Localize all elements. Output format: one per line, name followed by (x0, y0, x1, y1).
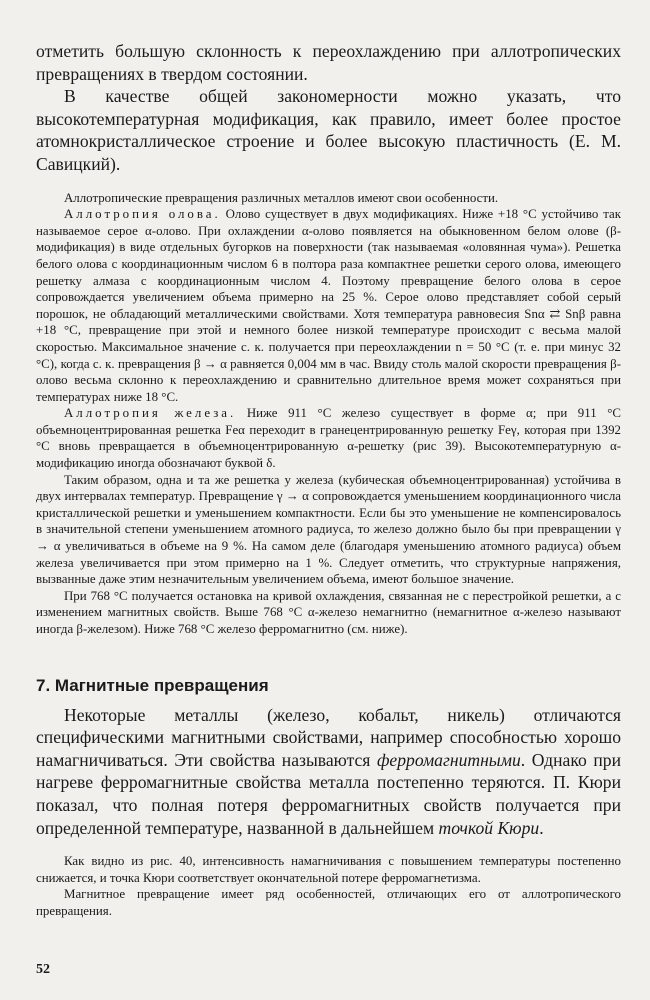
paragraph-iron-2: Таким образом, одна и та же решетка у железа (кубическая объемноцентрированная) устойчива в двух интервалах температур. Превращение γ → α сопровождается уменьшением координационного числа кристаллической решетки и уменьшением компактности. Если бы это уменьшение не компенсировалось в значительной степени уменьшением атомного радиуса, то железо должно было бы при превращении γ → α увеличиваться в объеме на 9 %. На самом деле (благодаря уменьшению атомного радиуса) объем железа увеличивается при этом примерно на 1 %. Следует отметить, что структурные напряжения, вызванные даже этим незначительным увеличением объема, имеют большое значение. (36, 472, 621, 587)
term-ferromagnetic: ферромагнитными (376, 749, 521, 770)
paragraph-iron (36, 405, 621, 471)
paragraph-top-1: отметить большую склонность к переохлаждению при аллотропических превращениях в твердом состоянии. (36, 41, 621, 84)
page-content (36, 40, 621, 920)
paragraph-tin (36, 206, 621, 405)
paragraph-allotropy-intro: Аллотропические превращения различных металлов имеют свои особенности. (64, 190, 499, 205)
iron-text: Ниже 911 °С железо существует в форме α; при 911 °С объемноцентрированная решетка Feα переходит в гранецентрированную решетку Feγ, которая при 1392 °С вновь превращается в объемноцентрированную α-решетку (рис 39). Высокотемпературную α-модификацию иногда обозначают буквой δ. (36, 406, 621, 471)
page-number: 52 (36, 962, 50, 977)
paragraph-iron-3: При 768 °С получается остановка на кривой охлаждения, связанная не с перестройкой решетки, а с изменением магнитных свойств. Выше 768 °С α-железо немагнитно (немагнитное α-железо называют иногда β-железом). Ниже 768 °С железо ферромагнитно (см. ниже). (36, 588, 621, 636)
tin-heading: Аллотропия олова. (64, 207, 221, 222)
term-curie-point: точкой Кюри (438, 817, 540, 838)
section-title: 7. Магнитные превращения (36, 675, 269, 695)
paragraph-top-2: В качестве общей закономерности можно указать, что высокотемпературная модификация, как правило, имеет более простое атомнокристаллическое строение и более высокую пластичность (Е. М. Савицкий). (36, 86, 621, 174)
paragraph-magnetic-2: Как видно из рис. 40, интенсивность намагничивания с повышением температуры постепенно снижается, и точка Кюри соответствует окончательной потере ферромагнетизма. (36, 854, 621, 885)
paragraph-magnetic: Некоторые металлы (железо, кобальт, никель) отличаются специфическими магнитными свойствами, например способностью хорошо намагничиваться. Эти свойства называются ферромагнитными. Однако при нагреве ферромагнитные свойства металла постепенно теряются. П. Кюри показал, что полная потеря ферромагнитных свойств получается при определенной температуре, названной в дальнейшем точкой Кюри. (36, 704, 621, 838)
paragraph-magnetic-3: Магнитное превращение имеет ряд особенностей, отличающих его от аллотропического превращения. (36, 887, 621, 918)
iron-heading: Аллотропия железа. (64, 406, 237, 421)
tin-text: Олово существует в двух модификациях. Ниже +18 °С устойчиво так называемое серое α-олово. При охлаждении α-олово появляется на обыкновенном белом олове (β-модификация) в виде отдельных бугорков на поверхности (так называемая «оловянная чума»). Решетка белого олова с координационным числом 6 в полтора раза компактнее решетки серого олова, имеющего решетку алмаза с координационным числом 4. Поэтому превращение белого олова в серое сопровождается увеличением объема примерно на 25 %. Серое олово представляет собой серый порошок, не обладающий металлическими свойствами. Хотя температура равновесия Snα ⇄ Snβ равна +18 °С, превращение при этой и немного более низкой температуре происходит с весьма малой скоростью. Максимальное значение с. к. получается при переохлаждении n = 50 °С (т. е. при минус 32 °С), когда с. к. превращения β → α равняется 0,004 мм в час. Ввиду столь малой скорости превращения β-олово весьма склонно к переохлаждению и сравнительно длительное время может сохраняться при температурах ниже 18 °С. (36, 207, 621, 404)
